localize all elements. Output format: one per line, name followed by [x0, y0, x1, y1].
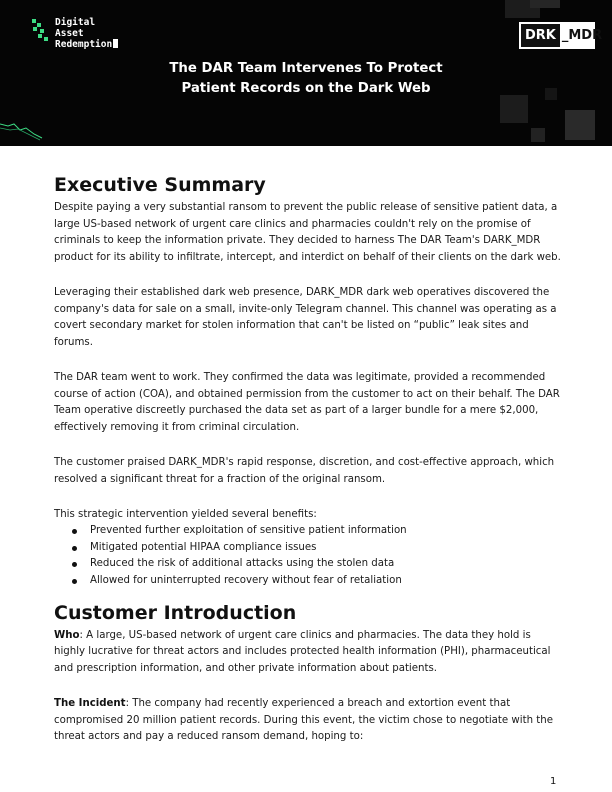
list-item: Reduced the risk of additional attacks using the stolen data — [90, 556, 564, 573]
paragraph: The customer praised DARK_MDR's rapid response, discretion, and cost-effective approach, which resolved a significant threat for a fraction of the original ransom. — [54, 456, 555, 485]
logo-wordmark — [55, 17, 118, 50]
decorative-block — [530, 0, 560, 8]
incident-paragraph — [54, 696, 564, 746]
who-paragraph — [54, 628, 564, 678]
title-line: The DAR Team Intervenes To Protect — [169, 61, 443, 76]
who-text: : A large, US-based network of urgent care clinics and pharmacies. The data they hold is highly lucrative for threat actors and includes protected health information (PHI), pharmaceutical and prescription information, and other private information about patients. — [54, 629, 551, 674]
paragraph: Leveraging their established dark web presence, DARK_MDR dark web operatives discovered the company's data for sale on a small, invite-only Telegram channel. This channel was operating as a covert secondary market for stolen information that can't be listed on “public” leak sites and forums. — [54, 286, 557, 348]
logo-line: Redemption — [55, 39, 113, 50]
paragraph: Despite paying a very substantial ransom to prevent the public release of sensitive patient data, a large US-based network of urgent care clinics and pharmacies couldn't rely on the promise of criminals to keep the information private. They decided to harness The DAR Team's DARK_MDR product for its ability to infiltrate, intercept, and interdict on behalf of their clients on the dark web. — [54, 202, 561, 263]
who-label: Who — [54, 629, 80, 641]
benefits-list — [54, 523, 564, 589]
list-item: Allowed for uninterrupted recovery without fear of retaliation — [90, 573, 564, 590]
cursor-icon — [113, 39, 118, 48]
section-heading: Executive Summary — [54, 174, 266, 196]
list-item: Prevented further exploitation of sensitive patient information — [90, 523, 564, 540]
document-title — [0, 59, 612, 99]
page-number: 1 — [550, 776, 557, 787]
paragraph: This strategic intervention yielded several benefits: — [54, 508, 317, 520]
decorative-block — [565, 110, 595, 140]
logo-line: Asset — [55, 28, 84, 39]
list-item: Mitigated potential HIPAA compliance issues — [90, 540, 564, 557]
brand-left: DRK — [521, 24, 560, 47]
brand-right: _MDR — [561, 28, 603, 43]
decorative-block — [500, 95, 528, 123]
section-heading: Customer Introduction — [54, 601, 297, 624]
header-banner — [0, 0, 612, 146]
incident-text: : The company had recently experienced a breach and extortion event that compromised 20 million patient records. During this event, the victim chose to negotiate with the threat actors and pay a reduced ransom demand, hoping to: — [54, 698, 553, 743]
squiggle-decoration-icon — [0, 114, 50, 144]
logo-icon — [30, 18, 52, 44]
brand-logo — [519, 22, 603, 49]
incident-label: The Incident — [54, 698, 126, 710]
decorative-block — [531, 128, 545, 142]
logo-line: Digital — [55, 17, 96, 28]
logo-line-last — [55, 39, 118, 50]
paragraph: The DAR team went to work. They confirmed the data was legitimate, provided a recommended course of action (COA), and obtained permission from the customer to act on their behalf. The DAR Team operative discreetly purchased the data set as part of a larger bundle for a mere $2,000, effectively removing it from criminal circulation. — [54, 371, 560, 433]
document-body — [54, 172, 564, 746]
title-line: Patient Records on the Dark Web — [181, 81, 431, 96]
